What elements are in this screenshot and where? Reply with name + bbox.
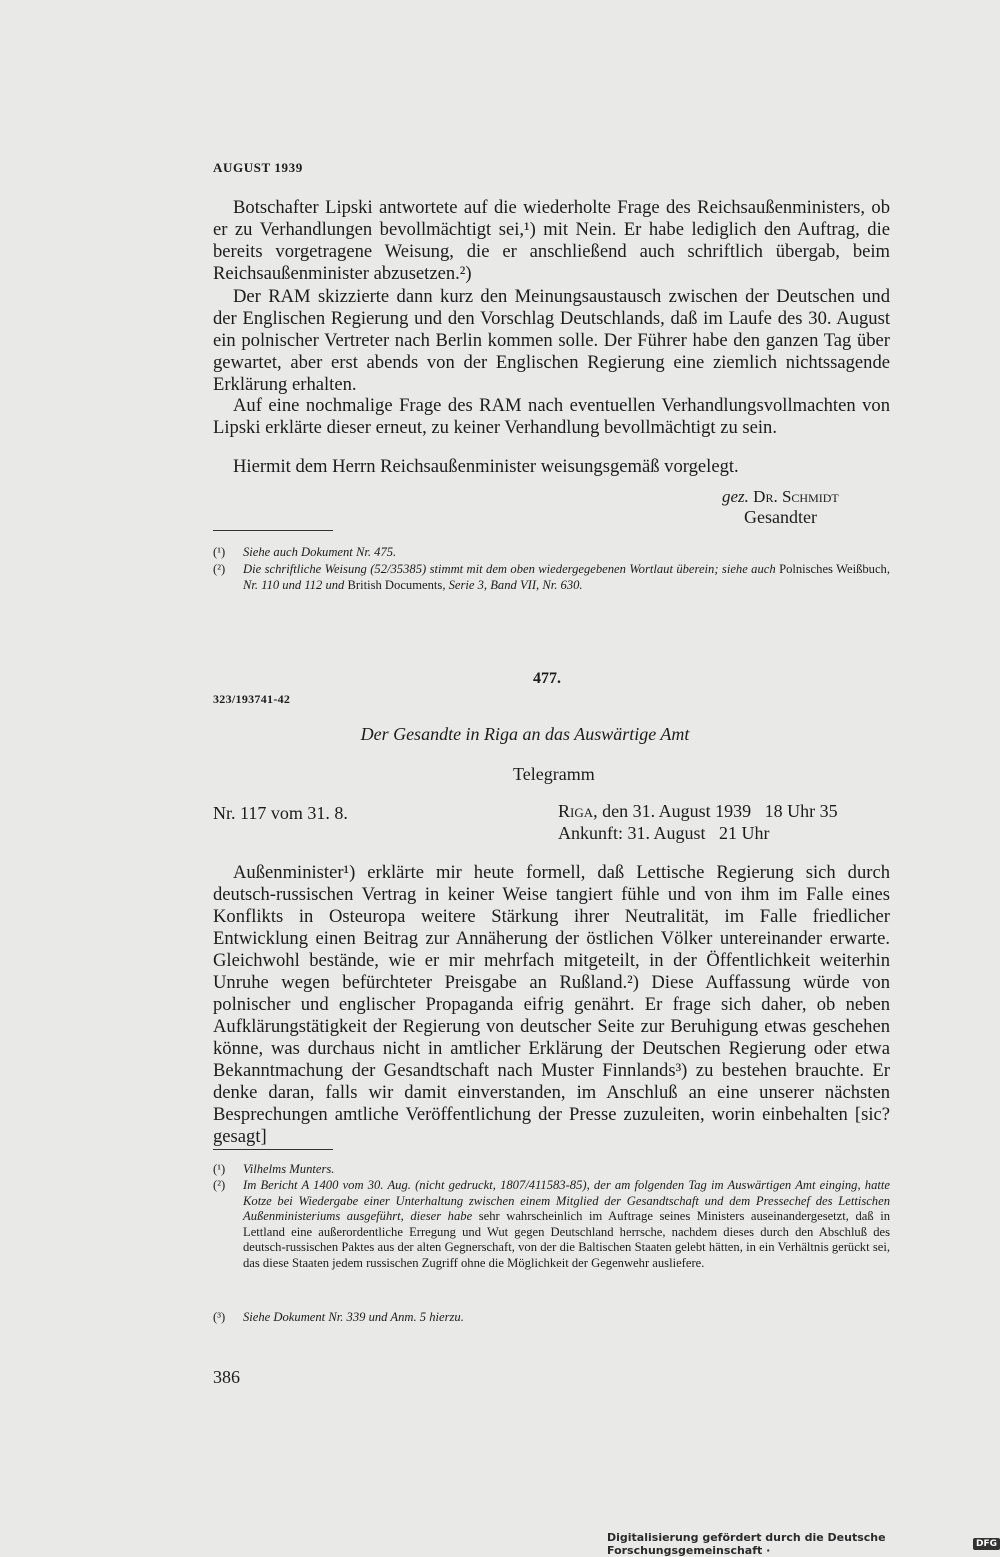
telegram-sent: , den 31. August 1939 18 Uhr 35 bbox=[593, 801, 838, 821]
footnote-divider bbox=[213, 1149, 333, 1150]
document-kind: Telegramm bbox=[513, 764, 595, 784]
footnote-2 bbox=[213, 1178, 890, 1271]
paragraph-2: Der RAM skizzierte dann kurz den Meinungsaustausch zwischen der Deutschen und der Englischen Regierung und den Vorschlag Deutschlands, daß im Laufe des 30. August ein polnischer Vertreter nach Berlin kommen solle. Der Führer habe den ganzen Tag über gewartet, aber erst abends von der Englischen Regierung eine ziemlich nichtssagende Erklärung erhalten. bbox=[213, 286, 890, 395]
footnote-text-upright: sehr wahrscheinlich im Auftrage seines Ministers auseinandergesetzt, daß in Lettland eine außerordentliche Erregung und Wut gegen Deutschland herrsche, nachdem dieses durch den Abschluß des deutsch-russischen Paktes aus der alten Gegnerschaft, von der die Baltischen Staaten gelebt hätten, in ein Verhältnis gerückt sei, das diese Staaten jedem russischen Zugriff ohne die Möglichkeit der Gegenwehr ausliefere. bbox=[243, 1209, 890, 1270]
footnote-text bbox=[243, 562, 890, 593]
footnote-text bbox=[243, 1178, 890, 1271]
footnote-2 bbox=[213, 562, 890, 593]
footnote-number: (¹) bbox=[213, 1162, 226, 1176]
telegram-dateline bbox=[558, 800, 838, 844]
footnote-text-b: , Nr. 110 und 112 und bbox=[243, 562, 890, 592]
signature-name: Dr. Schmidt bbox=[753, 487, 839, 506]
credit-text: Digitalisierung gefördert durch die Deutsche Forschungsgemeinschaft · bbox=[607, 1531, 886, 1557]
footnote-text-c: , Serie 3, Band VII, Nr. 630. bbox=[442, 577, 583, 592]
footnote-1 bbox=[213, 1162, 890, 1178]
footnote-number: (²) bbox=[213, 1178, 226, 1192]
footnote-number: (²) bbox=[213, 562, 226, 576]
footnote-text-a: Die schriftliche Weisung (52/35385) stimmt mit dem oben wiedergegebenen Wortlaut überein; siehe auch bbox=[243, 562, 780, 576]
page-number: 386 bbox=[213, 1367, 240, 1387]
telegram-number: Nr. 117 vom 31. 8. bbox=[213, 803, 348, 823]
document-title: Der Gesandte in Riga an das Auswärtige Amt bbox=[360, 724, 690, 744]
footnote-1 bbox=[213, 545, 890, 561]
telegram-arrival: Ankunft: 31. August 21 Uhr bbox=[558, 823, 770, 843]
footnote-number: (¹) bbox=[213, 545, 226, 559]
footnote-source-b: British Documents bbox=[347, 577, 443, 592]
telegram-place: Riga bbox=[558, 801, 594, 821]
digitization-credit bbox=[607, 1531, 1000, 1557]
footnote-text-italic: Im Bericht A 1400 vom 30. Aug. (nicht gedruckt, 1807/411583-85), der am folgenden Tag im Auswärtigen Amt einging, hatte Kotze bei Wiedergabe einer Unterhaltung zwischen einem Mitglied der Gesandtschaft und dem Pressechef des Lettischen Außenministeriums ausgeführt, dieser habe bbox=[243, 1178, 890, 1223]
signature-title: Gesandter bbox=[744, 507, 817, 527]
footnote-number: (³) bbox=[213, 1310, 226, 1324]
footnote-text: Siehe Dokument Nr. 339 und Anm. 5 hierzu. bbox=[243, 1310, 464, 1324]
footnote-source-a: Polnisches Weißbuch bbox=[779, 562, 887, 576]
footnote-3 bbox=[213, 1310, 890, 1326]
paragraph-1: Botschafter Lipski antwortete auf die wiederholte Frage des Reichsaußenministers, ob er zu Verhandlungen bevollmächtigt sei,¹) mit Nein. Er habe lediglich den Auftrag, die bereits vorgetragene Weisung, die er anschließend auch schriftlich übergab, beim Reichsaußenminister abzusetzen.²) bbox=[213, 197, 890, 284]
footnote-text: Siehe auch Dokument Nr. 475. bbox=[243, 545, 397, 559]
telegram-body: Außenminister¹) erklärte mir heute formell, daß Lettische Regierung sich durch deutsch-russischen Vertrag in keiner Weise tangiert fühle und von ihm im Falle eines Konflikts in Osteuropa weitere Stärkung ihrer Neutralität, im Falle friedlicher Entwicklung einen Beitrag zur Annäherung der östlichen Völker untereinander erwarte. Gleichwohl bestände, wie er mir mehrfach mitgeteilt, in der Öffentlichkeit weiterhin Unruhe wegen befürchteter Preisgabe an Rußland.²) Diese Auffassung würde von polnischer und englischer Propaganda eifrig genährt. Er frage sich daher, ob neben Aufklärungstätigkeit der Regierung von deutscher Seite zur Beruhigung etwas geschehen könne, was durchaus nicht in amtlicher Erklärung der Deutschen Regierung oder etwa Bekanntmachung der Gesandtschaft nach Muster Finnlands³) zu bestehen brauchte. Er denke daran, falls wir damit einverstanden, im Anschluß an eine unserer nächsten Besprechungen amtliche Veröffentlichung der Presse zuzuleiten, worin einbehalten [sic? gesagt] bbox=[213, 862, 890, 1147]
running-header-date: AUGUST 1939 bbox=[213, 160, 303, 175]
document-number: 477. bbox=[533, 670, 561, 687]
document-reference: 323/193741-42 bbox=[213, 692, 291, 706]
dfg-logo: DFG bbox=[973, 1538, 1000, 1550]
paragraph-3: Auf eine nochmalige Frage des RAM nach eventuellen Verhandlungsvollmachten von Lipski erklärte dieser erneut, zu keiner Verhandlung bevollmächtigt zu sein. bbox=[213, 395, 890, 438]
signature-prefix: gez. bbox=[722, 487, 749, 506]
footnote-text: Vilhelms Munters. bbox=[243, 1162, 335, 1176]
signature-line bbox=[722, 487, 839, 507]
footnote-divider bbox=[213, 530, 333, 531]
paragraph-4: Hiermit dem Herrn Reichsaußenminister weisungsgemäß vorgelegt. bbox=[233, 456, 739, 477]
